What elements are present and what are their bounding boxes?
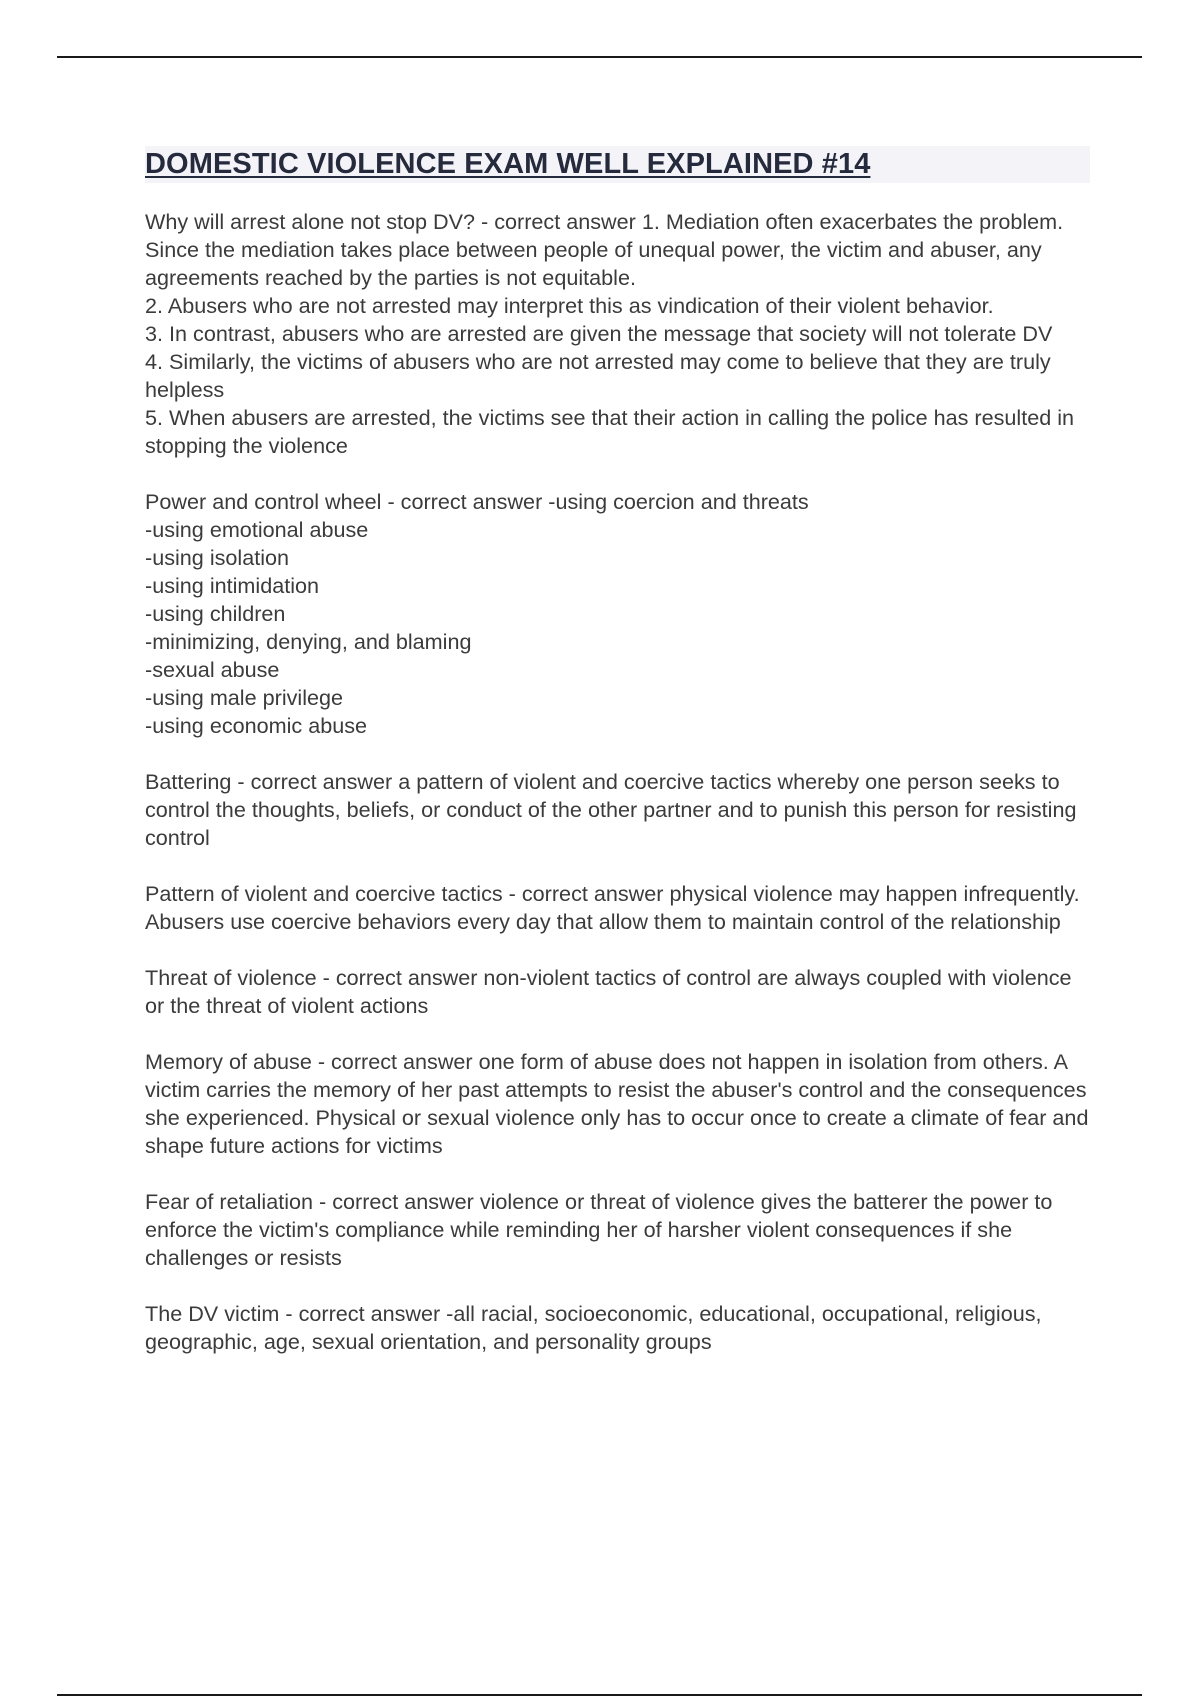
document-title: DOMESTIC VIOLENCE EXAM WELL EXPLAINED #14 — [145, 148, 871, 180]
title-bar — [145, 146, 1090, 183]
bottom-divider — [57, 1694, 1142, 1696]
entry-fear-of-retaliation: Fear of retaliation - correct answer violence or threat of violence gives the batterer the power to enforce the victim's compliance while reminding her of harsher violent consequences if she challenges or resists — [145, 1189, 1053, 1270]
entry-power-control-wheel: Power and control wheel - correct answer -using coercion and threats -using emotional abuse -using isolation -using intimidation -using children -minimizing, denying, and blaming -sexual abuse -using male privilege -using economic abuse — [145, 489, 809, 738]
entry-arrest-alone: Why will arrest alone not stop DV? - correct answer 1. Mediation often exacerbates the problem. Since the mediation takes place between people of unequal power, the victim and abuser, any agreements reached by the parties is not equitable. 2. Abusers who are not arrested may interpret this as vindication of their violent behavior. 3. In contrast, abusers who are arrested are given the message that society will not tolerate DV 4. Similarly, the victims of abusers who are not arrested may come to believe that they are truly helpless 5. When abusers are arrested, the victims see that their action in calling the police has resulted in stopping the violence — [145, 209, 1075, 458]
entry-battering: Battering - correct answer a pattern of violent and coercive tactics whereby one person seeks to control the thoughts, beliefs, or conduct of the other partner and to punish this person for resisting control — [145, 769, 1077, 850]
entry-coercive-tactics: Pattern of violent and coercive tactics - correct answer physical violence may happen infrequently. Abusers use coercive behaviors every day that allow them to maintain control of the relationship — [145, 881, 1080, 934]
top-divider — [57, 56, 1142, 58]
entry-memory-of-abuse: Memory of abuse - correct answer one form of abuse does not happen in isolation from others. A victim carries the memory of her past attempts to resist the abuser's control and the consequences she experienced. Physical or sexual violence only has to occur once to create a climate of fear and shape future actions for victims — [145, 1049, 1089, 1158]
entry-dv-victim: The DV victim - correct answer -all racial, socioeconomic, educational, occupational, religious, geographic, age, sexual orientation, and personality groups — [145, 1301, 1042, 1354]
document-body — [145, 146, 1090, 1384]
entry-threat-of-violence: Threat of violence - correct answer non-violent tactics of control are always coupled with violence or the threat of violent actions — [145, 965, 1072, 1018]
